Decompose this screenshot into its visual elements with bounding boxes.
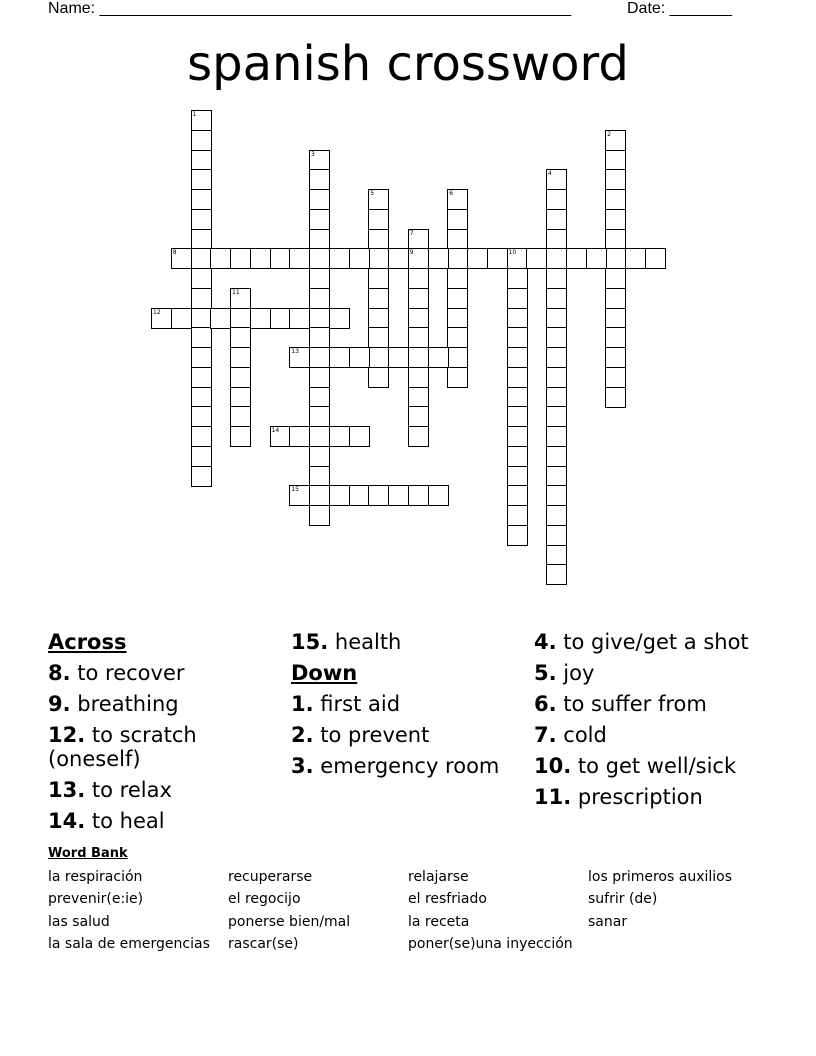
cell-number: 5 (370, 190, 375, 197)
crossword-cell[interactable] (546, 466, 567, 487)
crossword-cell[interactable] (546, 485, 567, 506)
crossword-cell[interactable] (309, 485, 330, 506)
crossword-cell[interactable] (605, 169, 626, 190)
crossword-cell[interactable] (349, 426, 370, 447)
crossword-cell[interactable] (507, 446, 528, 467)
crossword-cell[interactable] (408, 229, 429, 250)
crossword-cell[interactable] (447, 308, 468, 329)
clue-text: cold (563, 723, 607, 747)
clue-number: 11. (534, 785, 572, 809)
crossword-cell[interactable] (309, 288, 330, 309)
crossword-cell[interactable] (191, 268, 212, 289)
across-clue-12 (48, 723, 278, 771)
cell-number: 14 (271, 427, 280, 434)
down-clue-2 (291, 723, 516, 747)
word-bank-item: los primeros auxilios (588, 869, 733, 885)
clue-number: 3. (291, 754, 314, 778)
crossword-cell[interactable] (605, 189, 626, 210)
across-heading: Across (48, 630, 127, 654)
crossword-cell[interactable] (230, 308, 251, 329)
crossword-cell[interactable] (546, 426, 567, 447)
clue-number: 13. (48, 778, 86, 802)
crossword-cell[interactable] (250, 248, 271, 269)
crossword-cell[interactable] (289, 485, 310, 506)
clue-text: health (334, 630, 402, 654)
crossword-cell[interactable] (191, 347, 212, 368)
word-bank-item: las salud (48, 914, 110, 930)
crossword-cell[interactable] (645, 248, 666, 269)
crossword-cell[interactable] (428, 248, 449, 269)
crossword-cell[interactable] (309, 466, 330, 487)
down-clue-1 (291, 692, 516, 716)
crossword-cell[interactable] (191, 367, 212, 388)
crossword-cell[interactable] (546, 564, 567, 585)
crossword-cell[interactable] (586, 248, 607, 269)
crossword-cell[interactable] (605, 248, 626, 269)
crossword-cell[interactable] (507, 347, 528, 368)
crossword-cell[interactable] (191, 110, 212, 131)
crossword-cell[interactable] (507, 308, 528, 329)
word-bank-item: recuperarse (228, 869, 313, 885)
word-bank-item: poner(se)una inyección (408, 936, 573, 952)
crossword-cell[interactable] (368, 288, 389, 309)
word-bank-item: el resfriado (408, 891, 487, 907)
across-clue-14 (48, 809, 278, 833)
crossword-cell[interactable] (605, 268, 626, 289)
crossword-cell[interactable] (368, 367, 389, 388)
clue-number: 8. (48, 661, 71, 685)
crossword-cell[interactable] (368, 327, 389, 348)
crossword-cell[interactable] (230, 288, 251, 309)
cell-number: 9 (409, 249, 414, 257)
crossword-cell[interactable] (408, 426, 429, 447)
crossword-cell[interactable] (408, 347, 429, 368)
crossword-cell[interactable] (546, 268, 567, 289)
crossword-cell[interactable] (467, 248, 488, 269)
clue-number: 15. (291, 630, 329, 654)
crossword-cell[interactable] (210, 248, 231, 269)
crossword-cell[interactable] (605, 150, 626, 171)
crossword-cell[interactable] (151, 308, 172, 329)
crossword-cell[interactable] (507, 525, 528, 546)
down-heading: Down (291, 661, 358, 685)
crossword-cell[interactable] (447, 268, 468, 289)
across-clue-8 (48, 661, 278, 685)
crossword-cell[interactable] (309, 308, 330, 329)
crossword-cell[interactable] (487, 248, 508, 269)
crossword-cell[interactable] (546, 229, 567, 250)
crossword-cell[interactable] (546, 288, 567, 309)
crossword-cell[interactable] (171, 248, 192, 269)
crossword-cell[interactable] (507, 426, 528, 447)
crossword-cell[interactable] (191, 327, 212, 348)
crossword-cell[interactable] (309, 406, 330, 427)
crossword-cell[interactable] (507, 327, 528, 348)
crossword-cell[interactable] (191, 130, 212, 151)
crossword-cell[interactable] (507, 406, 528, 427)
crossword-cell[interactable] (309, 426, 330, 447)
down-clue-6 (534, 692, 774, 716)
crossword-cell[interactable] (408, 248, 429, 269)
crossword-cell[interactable] (270, 248, 291, 269)
crossword-cell[interactable] (447, 248, 468, 269)
word-bank-title: Word Bank (48, 846, 128, 861)
crossword-cell[interactable] (349, 248, 370, 269)
crossword-cell[interactable] (309, 367, 330, 388)
crossword-cell[interactable] (625, 248, 646, 269)
clue-number: 14. (48, 809, 86, 833)
crossword-cell[interactable] (368, 229, 389, 250)
cell-number: 1 (192, 111, 197, 118)
crossword-cell[interactable] (408, 268, 429, 289)
crossword-cell[interactable] (191, 308, 212, 329)
crossword-cell[interactable] (191, 426, 212, 447)
clue-number: 7. (534, 723, 557, 747)
crossword-cell[interactable] (507, 485, 528, 506)
crossword-cell[interactable] (428, 485, 449, 506)
crossword-cell[interactable] (507, 268, 528, 289)
cell-number: 7 (409, 229, 414, 237)
crossword-cell[interactable] (309, 327, 330, 348)
crossword-cell[interactable] (230, 248, 251, 269)
cell-number: 12 (153, 308, 161, 316)
crossword-cell[interactable] (191, 248, 212, 269)
crossword-cell[interactable] (507, 387, 528, 408)
crossword-cell[interactable] (447, 189, 468, 210)
crossword-cell[interactable] (329, 485, 350, 506)
clue-column-3 (534, 630, 774, 816)
crossword-cell[interactable] (546, 248, 567, 269)
cell-number: 6 (449, 190, 454, 197)
crossword-cell[interactable] (408, 288, 429, 309)
clue-column-2 (291, 630, 516, 785)
across-clue-9 (48, 692, 278, 716)
crossword-cell[interactable] (309, 150, 330, 171)
crossword-cell[interactable] (191, 288, 212, 309)
crossword-cell[interactable] (270, 426, 291, 447)
crossword-cell[interactable] (566, 248, 587, 269)
cell-number: 13 (291, 348, 299, 355)
crossword-cell[interactable] (250, 308, 271, 329)
crossword-cell[interactable] (368, 189, 389, 210)
crossword-cell[interactable] (349, 485, 370, 506)
clue-text: breathing (77, 692, 179, 716)
crossword-cell[interactable] (329, 308, 350, 329)
clue-column-1 (48, 630, 278, 840)
crossword-cell[interactable] (546, 406, 567, 427)
word-bank-item: la sala de emergencias (48, 936, 210, 952)
crossword-cell[interactable] (230, 347, 251, 368)
name-field-label: Name: _____________________________________________________ (48, 0, 572, 17)
crossword-cell[interactable] (309, 209, 330, 230)
crossword-cell[interactable] (289, 347, 310, 368)
crossword-cell[interactable] (507, 505, 528, 526)
crossword-cell[interactable] (447, 347, 468, 368)
word-bank-item: sanar (588, 914, 628, 930)
clue-text: to prevent (320, 723, 430, 747)
crossword-cell[interactable] (546, 209, 567, 230)
crossword-cell[interactable] (546, 367, 567, 388)
crossword-cell[interactable] (546, 189, 567, 210)
down-clue-4 (534, 630, 774, 654)
date-field-label: Date: _______ (627, 0, 732, 17)
word-bank-item: rascar(se) (228, 936, 299, 952)
word-bank-item: sufrir (de) (588, 891, 658, 907)
crossword-cell[interactable] (605, 308, 626, 329)
crossword-cell[interactable] (309, 189, 330, 210)
page-title: spanish crossword (187, 36, 629, 92)
word-bank-item: relajarse (408, 869, 469, 885)
crossword-cell[interactable] (309, 229, 330, 250)
cell-number: 3 (311, 150, 315, 158)
crossword-cell[interactable] (191, 150, 212, 171)
crossword-cell[interactable] (191, 169, 212, 190)
crossword-cell[interactable] (368, 347, 389, 368)
crossword-cell[interactable] (329, 248, 350, 269)
cell-number: 11 (232, 288, 240, 296)
crossword-cell[interactable] (408, 387, 429, 408)
cell-number: 8 (172, 249, 177, 257)
clue-text: to suffer from (563, 692, 707, 716)
crossword-cell[interactable] (309, 387, 330, 408)
crossword-cell[interactable] (408, 485, 429, 506)
crossword-cell[interactable] (289, 248, 310, 269)
crossword-cell[interactable] (408, 406, 429, 427)
clue-number: 6. (534, 692, 557, 716)
crossword-cell[interactable] (605, 367, 626, 388)
crossword-cell[interactable] (191, 406, 212, 427)
word-bank-item: la respiración (48, 869, 143, 885)
crossword-cell[interactable] (309, 505, 330, 526)
clue-number: 5. (534, 661, 557, 685)
crossword-cell[interactable] (309, 347, 330, 368)
crossword-cell[interactable] (368, 485, 389, 506)
clue-text: emergency room (320, 754, 500, 778)
crossword-cell[interactable] (546, 169, 567, 190)
crossword-cell[interactable] (507, 466, 528, 487)
crossword-cell[interactable] (507, 248, 528, 269)
crossword-cell[interactable] (230, 406, 251, 427)
word-bank-item: prevenir(e:ie) (48, 891, 144, 907)
crossword-cell[interactable] (329, 347, 350, 368)
crossword-cell[interactable] (388, 485, 409, 506)
crossword-cell[interactable] (329, 426, 350, 447)
down-clue-11 (534, 785, 774, 809)
crossword-cell[interactable] (605, 288, 626, 309)
crossword-cell[interactable] (546, 446, 567, 467)
crossword-cell[interactable] (309, 268, 330, 289)
crossword-cell[interactable] (447, 367, 468, 388)
crossword-cell[interactable] (210, 308, 231, 329)
crossword-cell[interactable] (289, 426, 310, 447)
clue-text: to relax (91, 778, 172, 802)
clue-text: to give/get a shot (563, 630, 749, 654)
down-clue-7 (534, 723, 774, 747)
clue-number: 2. (291, 723, 314, 747)
cell-number: 4 (548, 170, 552, 178)
crossword-cell[interactable] (546, 525, 567, 546)
crossword-cell[interactable] (191, 466, 212, 487)
crossword-cell[interactable] (408, 308, 429, 329)
crossword-cell[interactable] (191, 387, 212, 408)
crossword-cell[interactable] (408, 367, 429, 388)
down-clue-5 (534, 661, 774, 685)
crossword-cell[interactable] (447, 229, 468, 250)
clue-text: prescription (577, 785, 703, 809)
crossword-cell[interactable] (230, 367, 251, 388)
crossword-cell[interactable] (230, 426, 251, 447)
crossword-cell[interactable] (270, 308, 291, 329)
down-clue-10 (534, 754, 774, 778)
crossword-cell[interactable] (447, 209, 468, 230)
crossword-cell[interactable] (388, 347, 409, 368)
cell-number: 15 (291, 486, 299, 494)
clue-text: to scratch (oneself) (48, 723, 197, 771)
crossword-cell[interactable] (605, 209, 626, 230)
crossword-cell[interactable] (171, 308, 192, 329)
crossword-cell[interactable] (546, 505, 567, 526)
crossword-cell[interactable] (230, 327, 251, 348)
crossword-cell[interactable] (191, 209, 212, 230)
crossword-cell[interactable] (309, 169, 330, 190)
word-bank-item: ponerse bien/mal (228, 914, 351, 930)
clue-number: 1. (291, 692, 314, 716)
crossword-cell[interactable] (230, 387, 251, 408)
cell-number: 2 (607, 130, 612, 138)
across-clue-13 (48, 778, 278, 802)
crossword-cell[interactable] (191, 446, 212, 467)
crossword-cell[interactable] (605, 327, 626, 348)
down-clue-3 (291, 754, 516, 778)
crossword-cell[interactable] (605, 130, 626, 151)
clue-text: first aid (320, 692, 401, 716)
crossword-cell[interactable] (605, 347, 626, 368)
crossword-cell[interactable] (546, 545, 567, 566)
crossword-cell[interactable] (546, 308, 567, 329)
word-bank-item: el regocijo (228, 891, 301, 907)
crossword-cell[interactable] (605, 229, 626, 250)
crossword-cell[interactable] (368, 209, 389, 230)
crossword-cell[interactable] (507, 288, 528, 309)
clue-number: 9. (48, 692, 71, 716)
crossword-cell[interactable] (289, 308, 310, 329)
crossword-cell[interactable] (546, 387, 567, 408)
crossword-cell[interactable] (428, 347, 449, 368)
crossword-cell[interactable] (309, 248, 330, 269)
clue-number: 10. (534, 754, 572, 778)
crossword-cell[interactable] (309, 446, 330, 467)
clue-text: joy (563, 661, 595, 685)
crossword-cell[interactable] (408, 327, 429, 348)
crossword-cell[interactable] (368, 268, 389, 289)
word-bank-item: la receta (408, 914, 470, 930)
crossword-cell[interactable] (546, 327, 567, 348)
clue-number: 4. (534, 630, 557, 654)
clue-number: 12. (48, 723, 86, 747)
crossword-cell[interactable] (368, 308, 389, 329)
crossword-cell[interactable] (349, 347, 370, 368)
crossword-cell[interactable] (447, 327, 468, 348)
clue-text: to recover (77, 661, 185, 685)
crossword-cell[interactable] (507, 367, 528, 388)
crossword-cell[interactable] (526, 248, 547, 269)
crossword-cell[interactable] (191, 229, 212, 250)
crossword-cell[interactable] (447, 288, 468, 309)
crossword-cell[interactable] (605, 387, 626, 408)
crossword-cell[interactable] (546, 347, 567, 368)
crossword-cell[interactable] (388, 248, 409, 269)
across-clue-15 (291, 630, 516, 654)
crossword-cell[interactable] (368, 248, 389, 269)
clue-text: to get well/sick (577, 754, 737, 778)
cell-number: 10 (508, 249, 517, 257)
crossword-cell[interactable] (191, 189, 212, 210)
clue-text: to heal (91, 809, 165, 833)
